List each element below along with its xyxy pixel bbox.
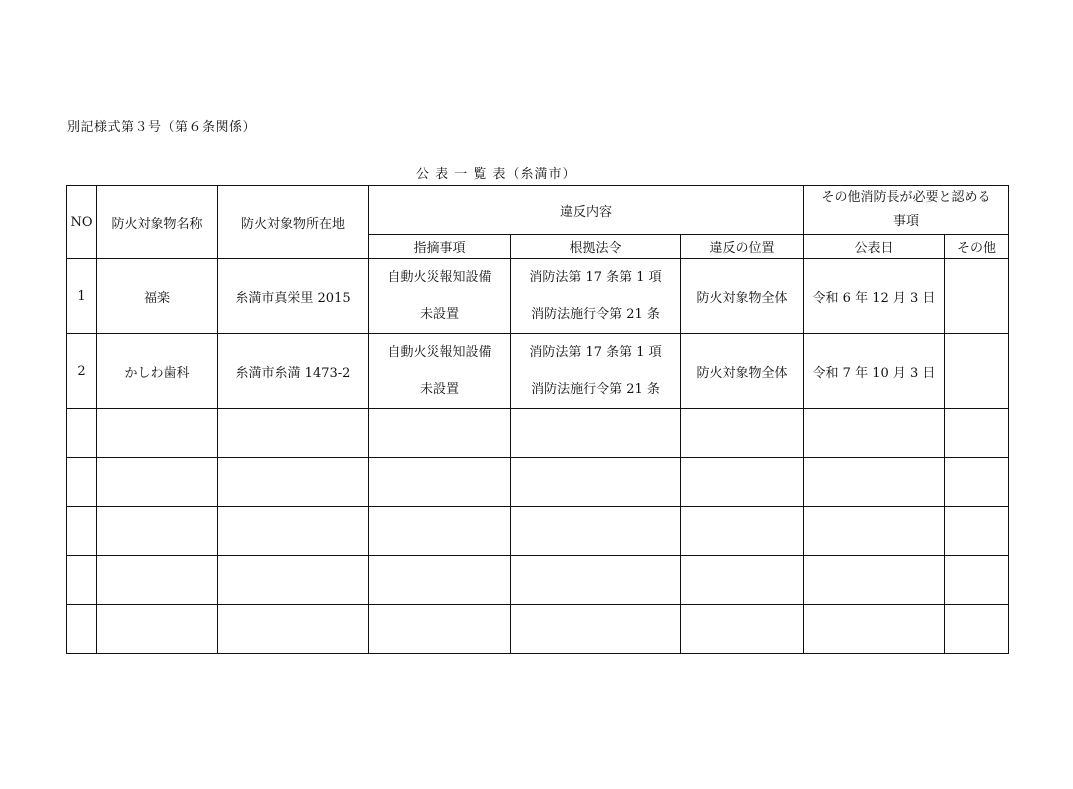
row-basis bbox=[511, 334, 681, 409]
row-basis-line1: 消防法第 17 条第 1 項 bbox=[529, 270, 662, 285]
empty-row bbox=[67, 409, 1009, 458]
empty-cell bbox=[945, 556, 1009, 605]
empty-cell bbox=[804, 605, 945, 654]
empty-cell bbox=[511, 409, 681, 458]
empty-row bbox=[67, 556, 1009, 605]
header-pub-date: 公表日 bbox=[804, 235, 945, 259]
table-row bbox=[67, 259, 1009, 334]
empty-cell bbox=[67, 605, 97, 654]
row-item-line1: 自動火災報知設備 bbox=[387, 345, 492, 360]
row-location: 防火対象物全体 bbox=[681, 334, 804, 409]
row-basis-line1: 消防法第 17 条第 1 項 bbox=[529, 345, 662, 360]
empty-cell bbox=[97, 507, 218, 556]
row-other bbox=[945, 334, 1009, 409]
empty-cell bbox=[511, 458, 681, 507]
header-other-required-line1: その他消防長が必要と認める bbox=[821, 190, 991, 205]
empty-cell bbox=[67, 556, 97, 605]
empty-cell bbox=[97, 409, 218, 458]
header-legal-basis: 根拠法令 bbox=[511, 235, 681, 259]
publication-table bbox=[66, 185, 1009, 654]
row-item bbox=[369, 259, 511, 334]
empty-cell bbox=[369, 458, 511, 507]
empty-row bbox=[67, 507, 1009, 556]
table-row bbox=[67, 334, 1009, 409]
row-basis-line2: 消防法施行令第 21 条 bbox=[531, 382, 660, 397]
empty-cell bbox=[511, 507, 681, 556]
row-no: 1 bbox=[67, 259, 97, 334]
row-name: 福楽 bbox=[97, 259, 218, 334]
row-date: 令和 7 年 10 月 3 日 bbox=[804, 334, 945, 409]
header-other-required-line2: 事項 bbox=[893, 214, 920, 229]
form-label: 別記様式第３号（第６条関係） bbox=[67, 120, 257, 135]
empty-cell bbox=[218, 409, 369, 458]
row-name: かしわ歯科 bbox=[97, 334, 218, 409]
header-name: 防火対象物名称 bbox=[97, 186, 218, 259]
empty-cell bbox=[681, 605, 804, 654]
empty-cell bbox=[218, 458, 369, 507]
empty-cell bbox=[97, 458, 218, 507]
empty-cell bbox=[804, 556, 945, 605]
empty-cell bbox=[945, 605, 1009, 654]
table-title: 公 表 一 覧 表（糸満市） bbox=[416, 167, 577, 182]
empty-cell bbox=[945, 458, 1009, 507]
row-other bbox=[945, 259, 1009, 334]
empty-cell bbox=[218, 507, 369, 556]
row-basis bbox=[511, 259, 681, 334]
row-basis-line2: 消防法施行令第 21 条 bbox=[531, 307, 660, 322]
row-date: 令和 6 年 12 月 3 日 bbox=[804, 259, 945, 334]
header-other: その他 bbox=[945, 235, 1009, 259]
row-location: 防火対象物全体 bbox=[681, 259, 804, 334]
empty-cell bbox=[97, 605, 218, 654]
empty-row bbox=[67, 605, 1009, 654]
empty-cell bbox=[67, 507, 97, 556]
header-item: 指摘事項 bbox=[369, 235, 511, 259]
header-address: 防火対象物所在地 bbox=[218, 186, 369, 259]
empty-cell bbox=[681, 458, 804, 507]
row-item-line2: 未設置 bbox=[419, 382, 459, 397]
empty-cell bbox=[945, 507, 1009, 556]
header-violation: 違反内容 bbox=[369, 186, 804, 235]
empty-cell bbox=[804, 507, 945, 556]
empty-cell bbox=[369, 605, 511, 654]
empty-cell bbox=[218, 605, 369, 654]
empty-cell bbox=[67, 409, 97, 458]
empty-cell bbox=[511, 556, 681, 605]
header-no: NO bbox=[67, 186, 97, 259]
empty-row bbox=[67, 458, 1009, 507]
header-location: 違反の位置 bbox=[681, 235, 804, 259]
row-item bbox=[369, 334, 511, 409]
empty-cell bbox=[369, 556, 511, 605]
header-row-1 bbox=[67, 186, 1009, 235]
row-item-line1: 自動火災報知設備 bbox=[387, 270, 492, 285]
empty-cell bbox=[369, 507, 511, 556]
header-other-required bbox=[804, 186, 1009, 235]
empty-cell bbox=[218, 556, 369, 605]
empty-cell bbox=[681, 556, 804, 605]
empty-cell bbox=[681, 507, 804, 556]
empty-cell bbox=[681, 409, 804, 458]
empty-cell bbox=[511, 605, 681, 654]
empty-cell bbox=[804, 409, 945, 458]
empty-cell bbox=[945, 409, 1009, 458]
empty-cell bbox=[369, 409, 511, 458]
row-address: 糸満市真栄里 2015 bbox=[218, 259, 369, 334]
row-item-line2: 未設置 bbox=[419, 307, 459, 322]
empty-cell bbox=[67, 458, 97, 507]
empty-cell bbox=[804, 458, 945, 507]
empty-cell bbox=[97, 556, 218, 605]
row-address: 糸満市糸満 1473-2 bbox=[218, 334, 369, 409]
row-no: 2 bbox=[67, 334, 97, 409]
